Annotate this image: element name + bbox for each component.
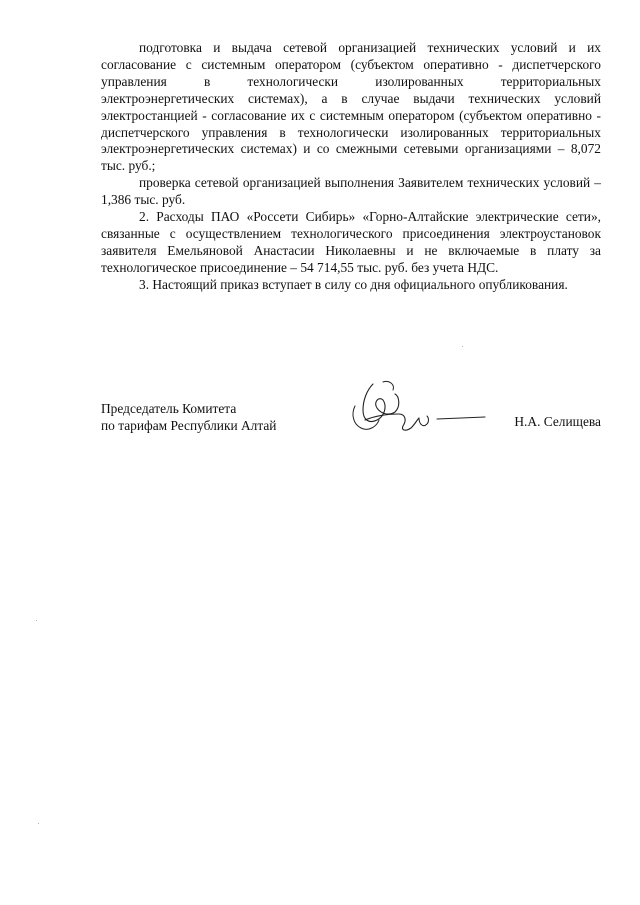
document-body xyxy=(101,40,601,294)
paragraph-verification: проверка сетевой организацией выполнения Заявителем технических условий – 1,386 тыс. руб. xyxy=(101,175,601,208)
paragraph-expenses: 2. Расходы ПАО «Россети Сибирь» «Горно-Алтайские электрические сети», связанные с осуществлением технологического присоединения электроустановок заявителя Емельяновой Анастасии Николаевны и не включаемые в плату за технологическое присоединение – 54 714,55 тыс. руб. без учета НДС. xyxy=(101,209,601,275)
position-line-1: Председатель Комитета xyxy=(101,401,237,416)
paragraph-tech-conditions: подготовка и выдача сетевой организацией технических условий и их согласование с системным оператором (субъектом оперативно - диспетчерского управления в технологически изолированных территориальных электроэнергетических системах), а в случае выдачи технических условий электростанцией - согласование их с системным оператором (субъектом оперативно - диспетчерского управления в технологически изолированных территориальных электроэнергетических системах) и со смежными сетевыми организациями – 8,072 тыс. руб.; xyxy=(101,40,601,174)
handwritten-signature xyxy=(339,376,489,446)
signatory-name: Н.А. Селищева xyxy=(514,414,601,429)
position-line-2: по тарифам Республики Алтай xyxy=(101,418,277,433)
paragraph-effective-date: 3. Настоящий приказ вступает в силу со дня официального опубликования. xyxy=(139,276,568,292)
scan-speck xyxy=(462,346,463,347)
scan-speck xyxy=(38,823,39,824)
scan-speck xyxy=(36,620,37,621)
signatory-position xyxy=(101,400,276,434)
signature-block xyxy=(101,400,601,480)
